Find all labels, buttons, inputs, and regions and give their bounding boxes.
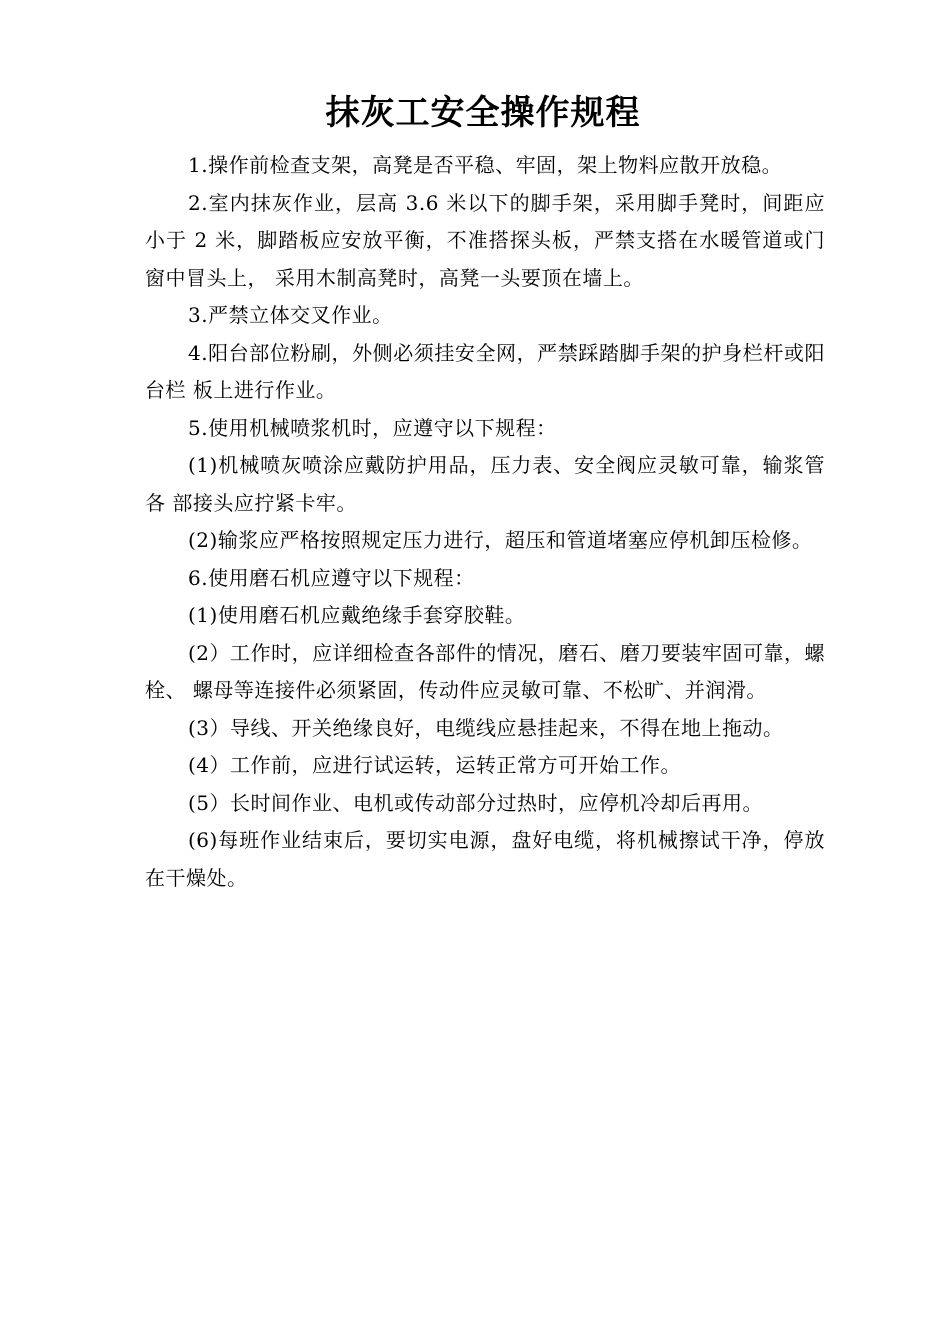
rule-5-item-1: (1)机械喷灰喷涂应戴防护用品，压力表、安全阀应灵敏可靠，输浆管各 部接头应拧紧卡牢。	[145, 453, 825, 515]
rule-2-paragraph: 2.室内抹灰作业，层高 3.6 米以下的脚手架，采用脚手凳时，间距应小于 2 米，脚踏板应安放平衡，不准搭探头板，严禁支搭在水暖管道或门窗中冒头上， 采用木制高凳时，高凳一头要顶在墙上。	[145, 190, 825, 290]
document-body	[145, 147, 825, 897]
rule-6-item-4: (4）工作前，应进行试运转，运转正常方可开始工作。	[188, 753, 682, 777]
rule-4-paragraph: 4.阳台部位粉刷，外侧必须挂安全网，严禁踩踏脚手架的护身栏杆或阳台栏 板上进行作业。	[145, 340, 825, 402]
rule-6-heading: 6.使用磨石机应遵守以下规程：	[188, 565, 475, 590]
rule-5-item-2: (2)输浆应严格按照规定压力进行，超压和管道堵塞应停机卸压检修。	[188, 528, 813, 552]
rule-6-item-2: (2）工作时，应详细检查各部件的情况，磨石、磨刀要装牢固可靠，螺栓、 螺母等连接件必须紧固，传动件应灵敏可靠、不松旷、并润滑。	[145, 640, 825, 702]
rule-6-item-1: (1)使用磨石机应戴绝缘手套穿胶鞋。	[188, 603, 526, 627]
rule-6-item-5: (5）长时间作业、电机或传动部分过热时，应停机冷却后再用。	[188, 790, 764, 815]
rule-6-item-3: (3）导线、开关绝缘良好，电缆线应悬挂起来，不得在地上拖动。	[188, 715, 784, 740]
rule-3-paragraph: 3.严禁立体交叉作业。	[188, 303, 393, 327]
document-title: 抹灰工安全操作规程	[325, 93, 641, 133]
rule-5-heading: 5.使用机械喷浆机时，应遵守以下规程：	[188, 415, 557, 440]
rule-1-paragraph: 1.操作前检查支架，高凳是否平稳、牢固，架上物料应散开放稳。	[188, 153, 783, 177]
rule-6-item-6: (6)每班作业结束后，要切实电源，盘好电缆，将机械擦试干净，停放在干燥处。	[145, 828, 825, 890]
